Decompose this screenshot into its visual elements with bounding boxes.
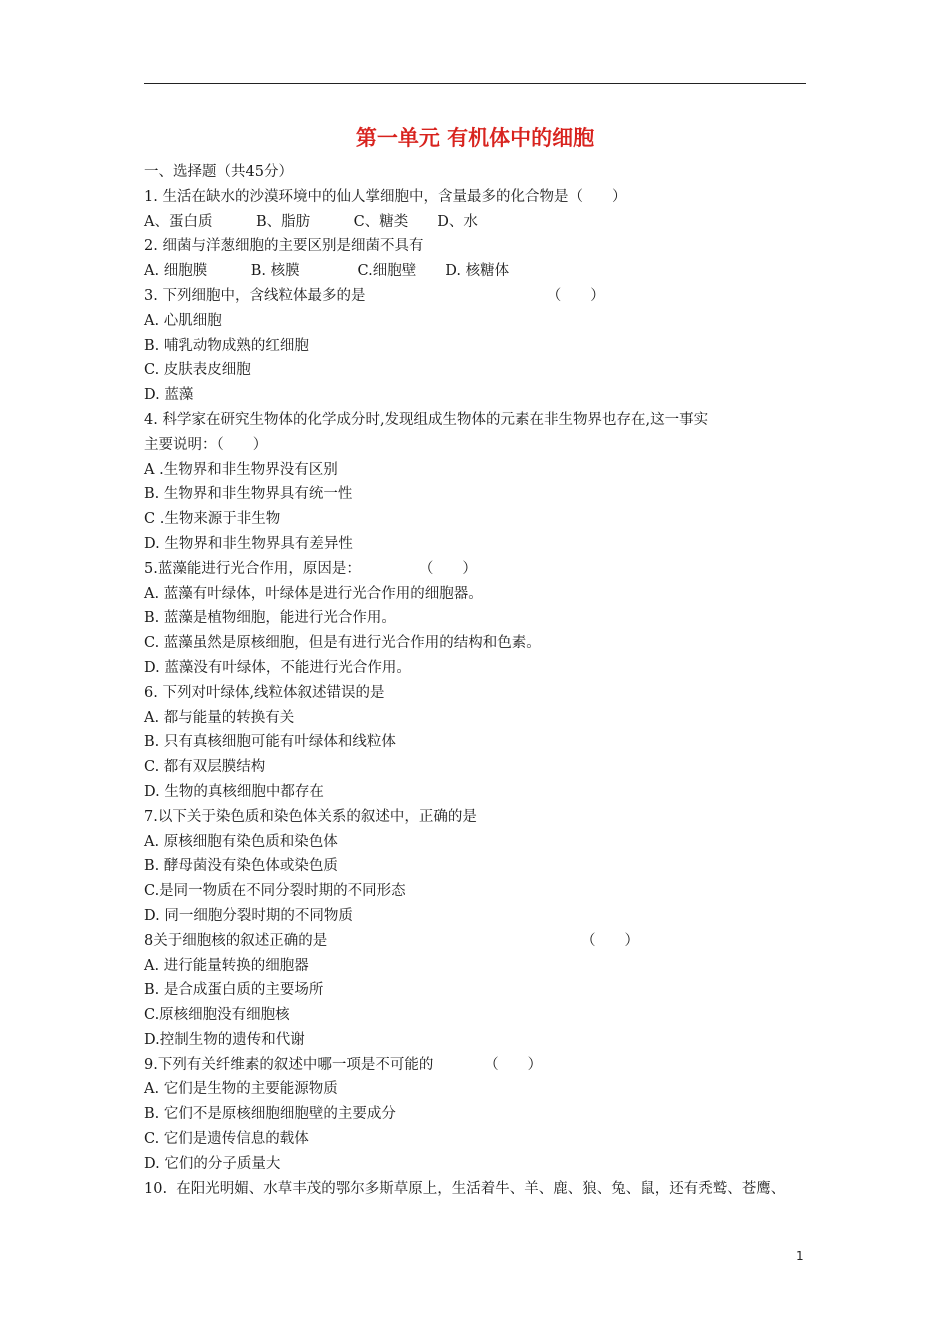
text-line: D. 生物界和非生物界具有差异性 [144,535,353,552]
text-line: 5.蓝藻能进行光合作用，原因是： （ ） [144,560,477,577]
text-line: B. 只有真核细胞可能有叶绿体和线粒体 [144,734,396,751]
text-line: D. 它们的分子质量大 [144,1155,281,1172]
text-line: 10. 在阳光明媚、水草丰茂的鄂尔多斯草原上，生活着牛、羊、鹿、狼、兔、鼠，还有秃鹫、苍鹰、 [144,1180,786,1197]
text-line: D. 同一细胞分裂时期的不同物质 [144,907,353,924]
text-line: B. 酵母菌没有染色体或染色质 [144,858,338,875]
text-line: A. 进行能量转换的细胞器 [144,957,309,974]
text-line: C.是同一物质在不同分裂时期的不同形态 [144,883,406,900]
text-line: C.原核细胞没有细胞核 [144,1007,290,1024]
text-line: B. 蓝藻是植物细胞，能进行光合作用。 [144,610,396,627]
text-line: D. 生物的真核细胞中都存在 [144,783,324,800]
text-line: A. 都与能量的转换有关 [144,709,295,726]
text-line: 9.下列有关纤维素的叙述中哪一项是不可能的 （ ） [144,1056,543,1073]
text-line: A、蛋白质 B、脂肪 C、糖类 D、水 [144,213,478,230]
text-line: A. 蓝藻有叶绿体，叶绿体是进行光合作用的细胞器。 [144,585,483,602]
text-line: B. 生物界和非生物界具有统一性 [144,486,353,503]
text-line: B. 哺乳动物成熟的红细胞 [144,337,309,354]
text-line: 主要说明：（ ） [144,436,268,453]
text-line: A. 心肌细胞 [144,312,222,329]
text-line: 3. 下列细胞中，含线粒体最多的是 （ ） [144,287,605,304]
text-line: 2. 细菌与洋葱细胞的主要区别是细菌不具有 [144,238,424,255]
text-line: D. 蓝藻 [144,387,194,404]
text-line: 6. 下列对叶绿体,线粒体叙述错误的是 [144,684,385,701]
text-line: D.控制生物的遗传和代谢 [144,1031,305,1048]
text-line: C. 蓝藻虽然是原核细胞，但是有进行光合作用的结构和色素。 [144,635,541,652]
text-line: 一、选择题（共45分） [144,164,293,180]
text-line: A. 原核细胞有染色质和染色体 [144,833,338,850]
text-line: 1. 生活在缺水的沙漠环境中的仙人掌细胞中，含量最多的化合物是（ ） [144,188,627,205]
question-text-body [144,160,812,1201]
text-line: C. 都有双层膜结构 [144,759,266,776]
text-line: 4. 科学家在研究生物体的化学成分时,发现组成生物体的元素在非生物界也存在,这一事实 [144,411,709,428]
text-line: A .生物界和非生物界没有区别 [144,461,338,478]
text-line: D. 蓝藻没有叶绿体，不能进行光合作用。 [144,659,411,676]
text-line: 8关于细胞核的叙述正确的是 （ ） [144,932,639,949]
text-line: C. 皮肤表皮细胞 [144,362,251,379]
text-line: 7.以下关于染色质和染色体关系的叙述中，正确的是 [144,808,477,825]
text-line: C .生物来源于非生物 [144,511,281,528]
text-line: B. 它们不是原核细胞细胞壁的主要成分 [144,1106,396,1123]
page-title: 第一单元 有机体中的细胞 [355,126,595,150]
header-rule [144,83,806,84]
text-line: A. 细胞膜 B. 核膜 C.细胞壁 D. 核糖体 [144,263,510,280]
page-number: 1 [796,1249,804,1263]
text-line: C. 它们是遗传信息的载体 [144,1131,309,1148]
text-line: B. 是合成蛋白质的主要场所 [144,982,324,999]
text-line: A. 它们是生物的主要能源物质 [144,1081,338,1098]
